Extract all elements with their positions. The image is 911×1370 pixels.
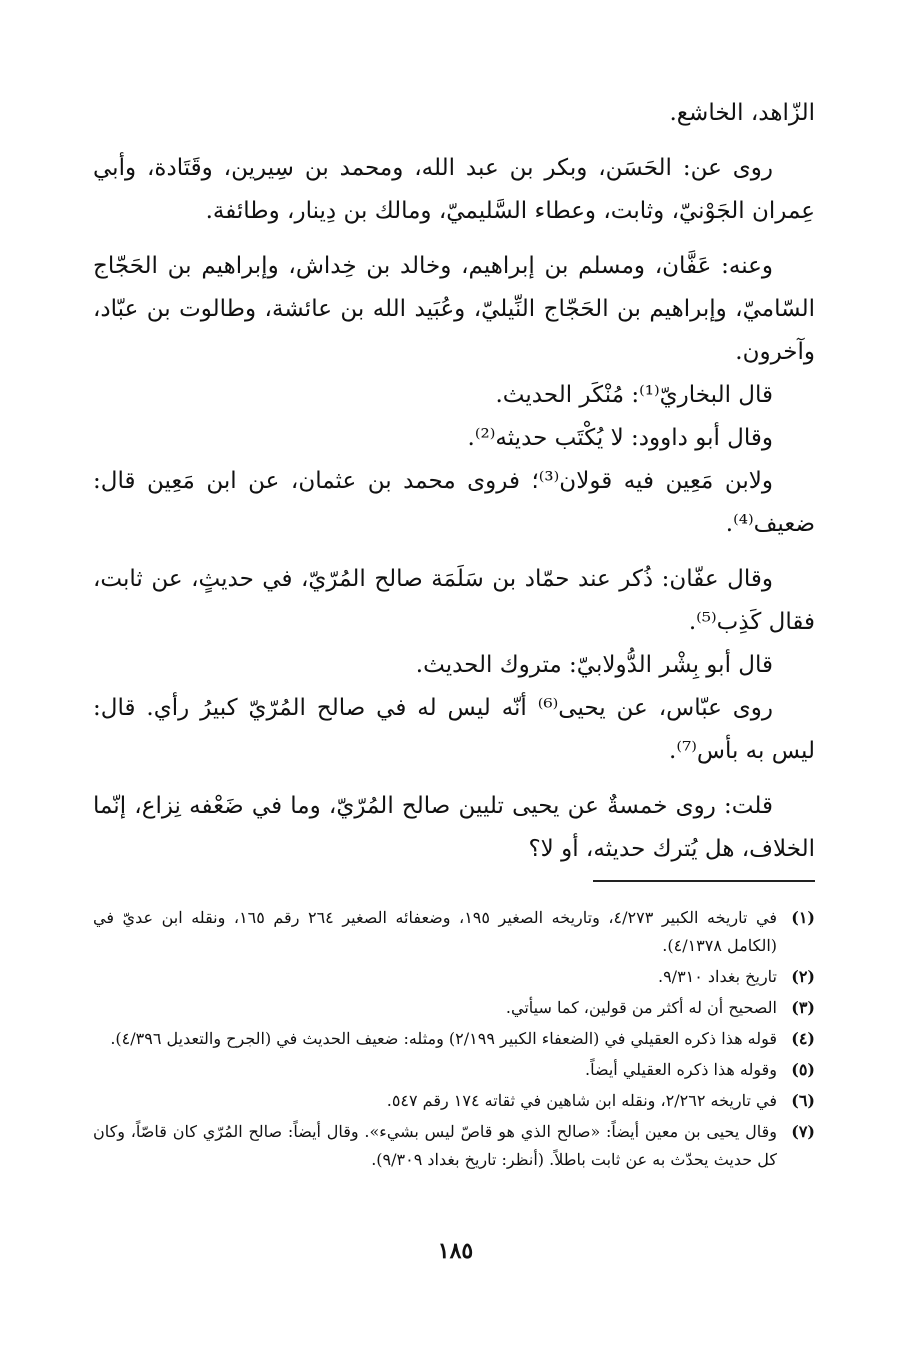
paragraph-6: ولابن مَعِين فيه قولان⁽³⁾؛ فروى محمد بن عثمان، عن ابن مَعِين قال: ضعيف⁽⁴⁾. <box>93 468 815 537</box>
footnote-divider <box>593 880 815 882</box>
main-text <box>93 92 815 871</box>
footnote-text: قوله هذا ذكره العقيلي في (الضعفاء الكبير ٢/١٩٩) ومثله: ضعيف الحديث في (الجرح والتعديل ٤/٣٩٦). <box>110 1029 777 1048</box>
footnote-7 <box>93 1118 815 1174</box>
footnote-text: تاريخ بغداد ٩/٣١٠. <box>657 967 777 986</box>
footnote-6 <box>93 1087 815 1115</box>
footnote-number: (٧) <box>791 1122 815 1141</box>
paragraph-2: روى عن: الحَسَن، وبكر بن عبد الله، ومحمد بن سِيرين، وقَتَادة، وأبي عِمران الجَوْنيّ، وثابت، وعطاء السَّليميّ، ومالك بن دِينار، وطائفة. <box>93 155 815 224</box>
paragraph-10: قلت: روى خمسةٌ عن يحيى تليين صالح المُرّيّ، وما في ضَعْفه نِزاع، إنّما الخلاف، هل يُترك حديثه، أو لا؟ <box>93 793 815 862</box>
footnote-2 <box>93 963 815 991</box>
footnote-number: (١) <box>791 908 815 927</box>
footnote-number: (٤) <box>791 1029 815 1048</box>
footnote-5 <box>93 1056 815 1084</box>
footnote-number: (٢) <box>791 967 815 986</box>
paragraph-1: الزّاهد، الخاشع. <box>669 100 815 126</box>
footnotes <box>93 904 815 1177</box>
paragraph-8: قال أبو بِشْر الدُّولابيّ: متروك الحديث. <box>415 652 773 678</box>
footnote-text: في تاريخه ٢/٢٦٢، ونقله ابن شاهين في ثقاته ١٧٤ رقم ٥٤٧. <box>386 1091 777 1110</box>
page-number: ١٨٥ <box>437 1238 474 1264</box>
footnote-number: (٦) <box>791 1091 815 1110</box>
footnote-text: وقوله هذا ذكره العقيلي أيضاً. <box>585 1060 777 1079</box>
footnote-3 <box>93 994 815 1022</box>
footnote-4 <box>93 1025 815 1053</box>
footnote-number: (٥) <box>791 1060 815 1079</box>
footnote-1 <box>93 904 815 960</box>
paragraph-7: وقال عفّان: ذُكر عند حمّاد بن سَلَمَة صالح المُرّيّ، في حديثٍ، عن ثابت، فقال كَذِب⁽⁵⁾. <box>93 566 815 635</box>
paragraph-9: روى عبّاس، عن يحيى⁽⁶⁾ أنّه ليس له في صالح المُرّيّ كبيرُ رأي. قال: ليس به بأس⁽⁷⁾. <box>93 695 815 764</box>
footnote-text: وقال يحيى بن معين أيضاً: «صالح الذي هو قاصّ ليس بشيء». وقال أيضاً: صالح المُرّي كان قاصّاً، وكان كل حديث يحدّث به عن ثابت باطلاً. (أنظر: تاريخ بغداد ٩/٣٠٩). <box>93 1122 777 1169</box>
footnote-number: (٣) <box>791 998 815 1017</box>
footnote-text: في تاريخه الكبير ٤/٢٧٣، وتاريخه الصغير ١٩٥، وضعفائه الصغير ٢٦٤ رقم ١٦٥، ونقله ابن عديّ في (الكامل ٤/١٣٧٨). <box>93 908 777 955</box>
paragraph-3: وعنه: عَفَّان، ومسلم بن إبراهيم، وخالد بن خِداش، وإبراهيم بن الحَجّاج السّاميّ، وإبراهيم بن الحَجّاج النِّيليّ، وعُبَيد الله بن عائشة، وطالوت بن عبّاد، وآخرون. <box>93 253 815 365</box>
footnote-text: الصحيح أن له أكثر من قولين، كما سيأتي. <box>505 998 777 1017</box>
paragraph-5: وقال أبو داوود: لا يُكْتَب حديثه⁽²⁾. <box>467 425 773 451</box>
paragraph-4: قال البخاريّ⁽¹⁾: مُنْكَر الحديث. <box>495 382 773 408</box>
